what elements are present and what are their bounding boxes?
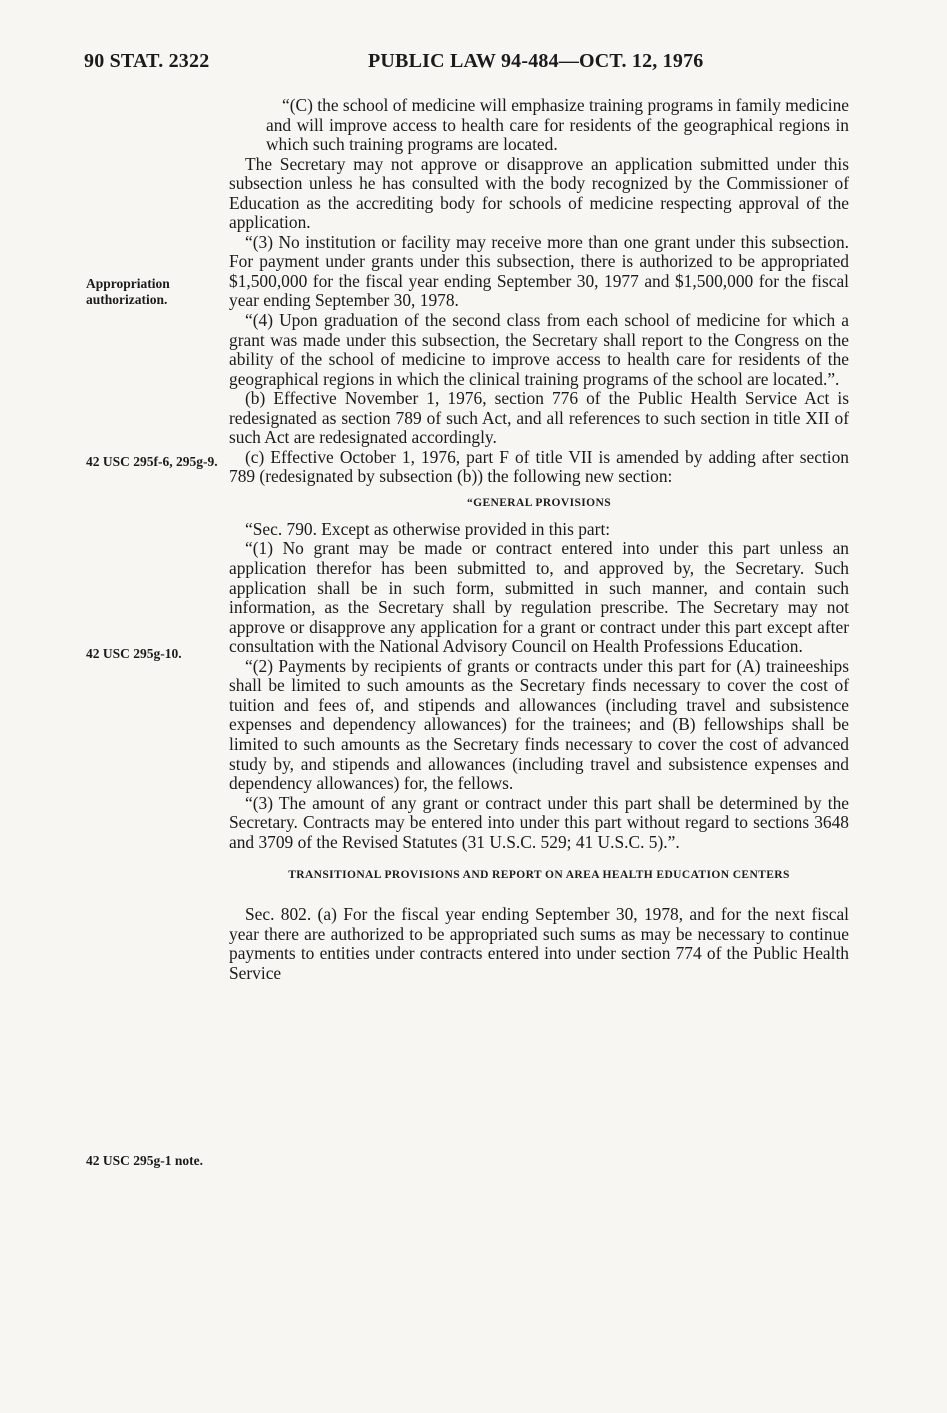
margin-note-usc-295f-6: 42 USC 295f-6, 295g-9. <box>86 454 218 469</box>
paragraph-c: “(C) the school of medicine will emphasize training programs in family medicine and will improve access to health care for residents of the geographical regions in which such training programs are located. <box>266 95 849 155</box>
law-title-header: PUBLIC LAW 94-484—OCT. 12, 1976 <box>368 50 704 72</box>
paragraph-secretary-approval: The Secretary may not approve or disapprove an application submitted under this subsection unless he has consulted with the body recognized by the Commissioner of Education as the accrediting body for schools of medicine respecting approval of the application. <box>229 153 849 233</box>
margin-note-usc-295g-1: 42 USC 295g-1 note. <box>86 1153 203 1168</box>
paragraph-790-3: “(3) The amount of any grant or contract under this part shall be determined by the Secretary. Contracts may be entered into under this part without regard to sections 3648 and 3709 of the Revised Statutes (31 U.S.C. 529; 41 U.S.C. 5).”. <box>229 792 849 852</box>
paragraph-sec-790: “Sec. 790. Except as otherwise provided in this part: <box>245 518 611 539</box>
paragraph-c-amendment: (c) Effective October 1, 1976, part F of title VII is amended by adding after section 789 (redesignated by subsection (b)) the following new section: <box>229 446 849 487</box>
margin-note-appropriation: Appropriation authorization. <box>86 276 170 307</box>
paragraph-3-appropriation: “(3) No institution or facility may receive more than one grant under this subsection. For payment under grants under this subsection, there is authorized to be appropriated $1,500,000 for the fiscal year ending September 30, 1977 and $1,500,000 for the fiscal year ending September 30, 1978. <box>229 231 849 311</box>
margin-note-usc-295g-10: 42 USC 295g-10. <box>86 646 182 661</box>
paragraph-4-report: “(4) Upon graduation of the second class from each school of medicine for which a grant was made under this subsection, the Secretary shall report to the Congress on the ability of the school of medicine to improve access to health care for residents of the geographical regions in which the clinical training programs of the school are located.”. <box>229 310 849 389</box>
page-number-header: 90 STAT. 2322 <box>84 50 210 72</box>
paragraph-sec-802: Sec. 802. (a) For the fiscal year ending September 30, 1978, and for the next fiscal year there are authorized to be appropriated such sums as may be necessary to continue payments to entities under contracts entered into under section 774 of the Public Health Service <box>229 904 849 983</box>
statute-body <box>229 96 849 983</box>
heading-general-provisions: “GENERAL PROVISIONS <box>466 496 612 509</box>
paragraph-b-redesignation: (b) Effective November 1, 1976, section 776 of the Public Health Service Act is redesignated as section 789 of such Act, and all references to such section in title XII of such Act are redesignated accordingly. <box>229 388 849 448</box>
paragraph-790-2: “(2) Payments by recipients of grants or contracts under this part for (A) traineeships shall be limited to such amounts as the Secretary finds necessary to cover the cost of tuition and fees of, and stipends and allowances (including travel and subsistence expenses and dependency allowances) for the trainees; and (B) fellowships shall be limited to such amounts as the Secretary finds necessary to cover the cost of advanced study by, and stipends and allowances (including travel and subsistence expenses and dependency allowances) for, the fellows. <box>229 655 849 794</box>
heading-transitional-provisions: TRANSITIONAL PROVISIONS AND REPORT ON AREA HEALTH EDUCATION CENTERS <box>288 869 790 882</box>
paragraph-790-1: “(1) No grant may be made or contract entered into under this part unless an application therefor has been submitted to, and approved by, the Secretary. Such application shall be in such form, submitted in such manner, and contain such information, as the Secretary shall by regulation prescribe. The Secretary may not approve or disapprove any application for a grant or contract under this part except after consultation with the National Advisory Council on Health Professions Education. <box>229 538 849 657</box>
